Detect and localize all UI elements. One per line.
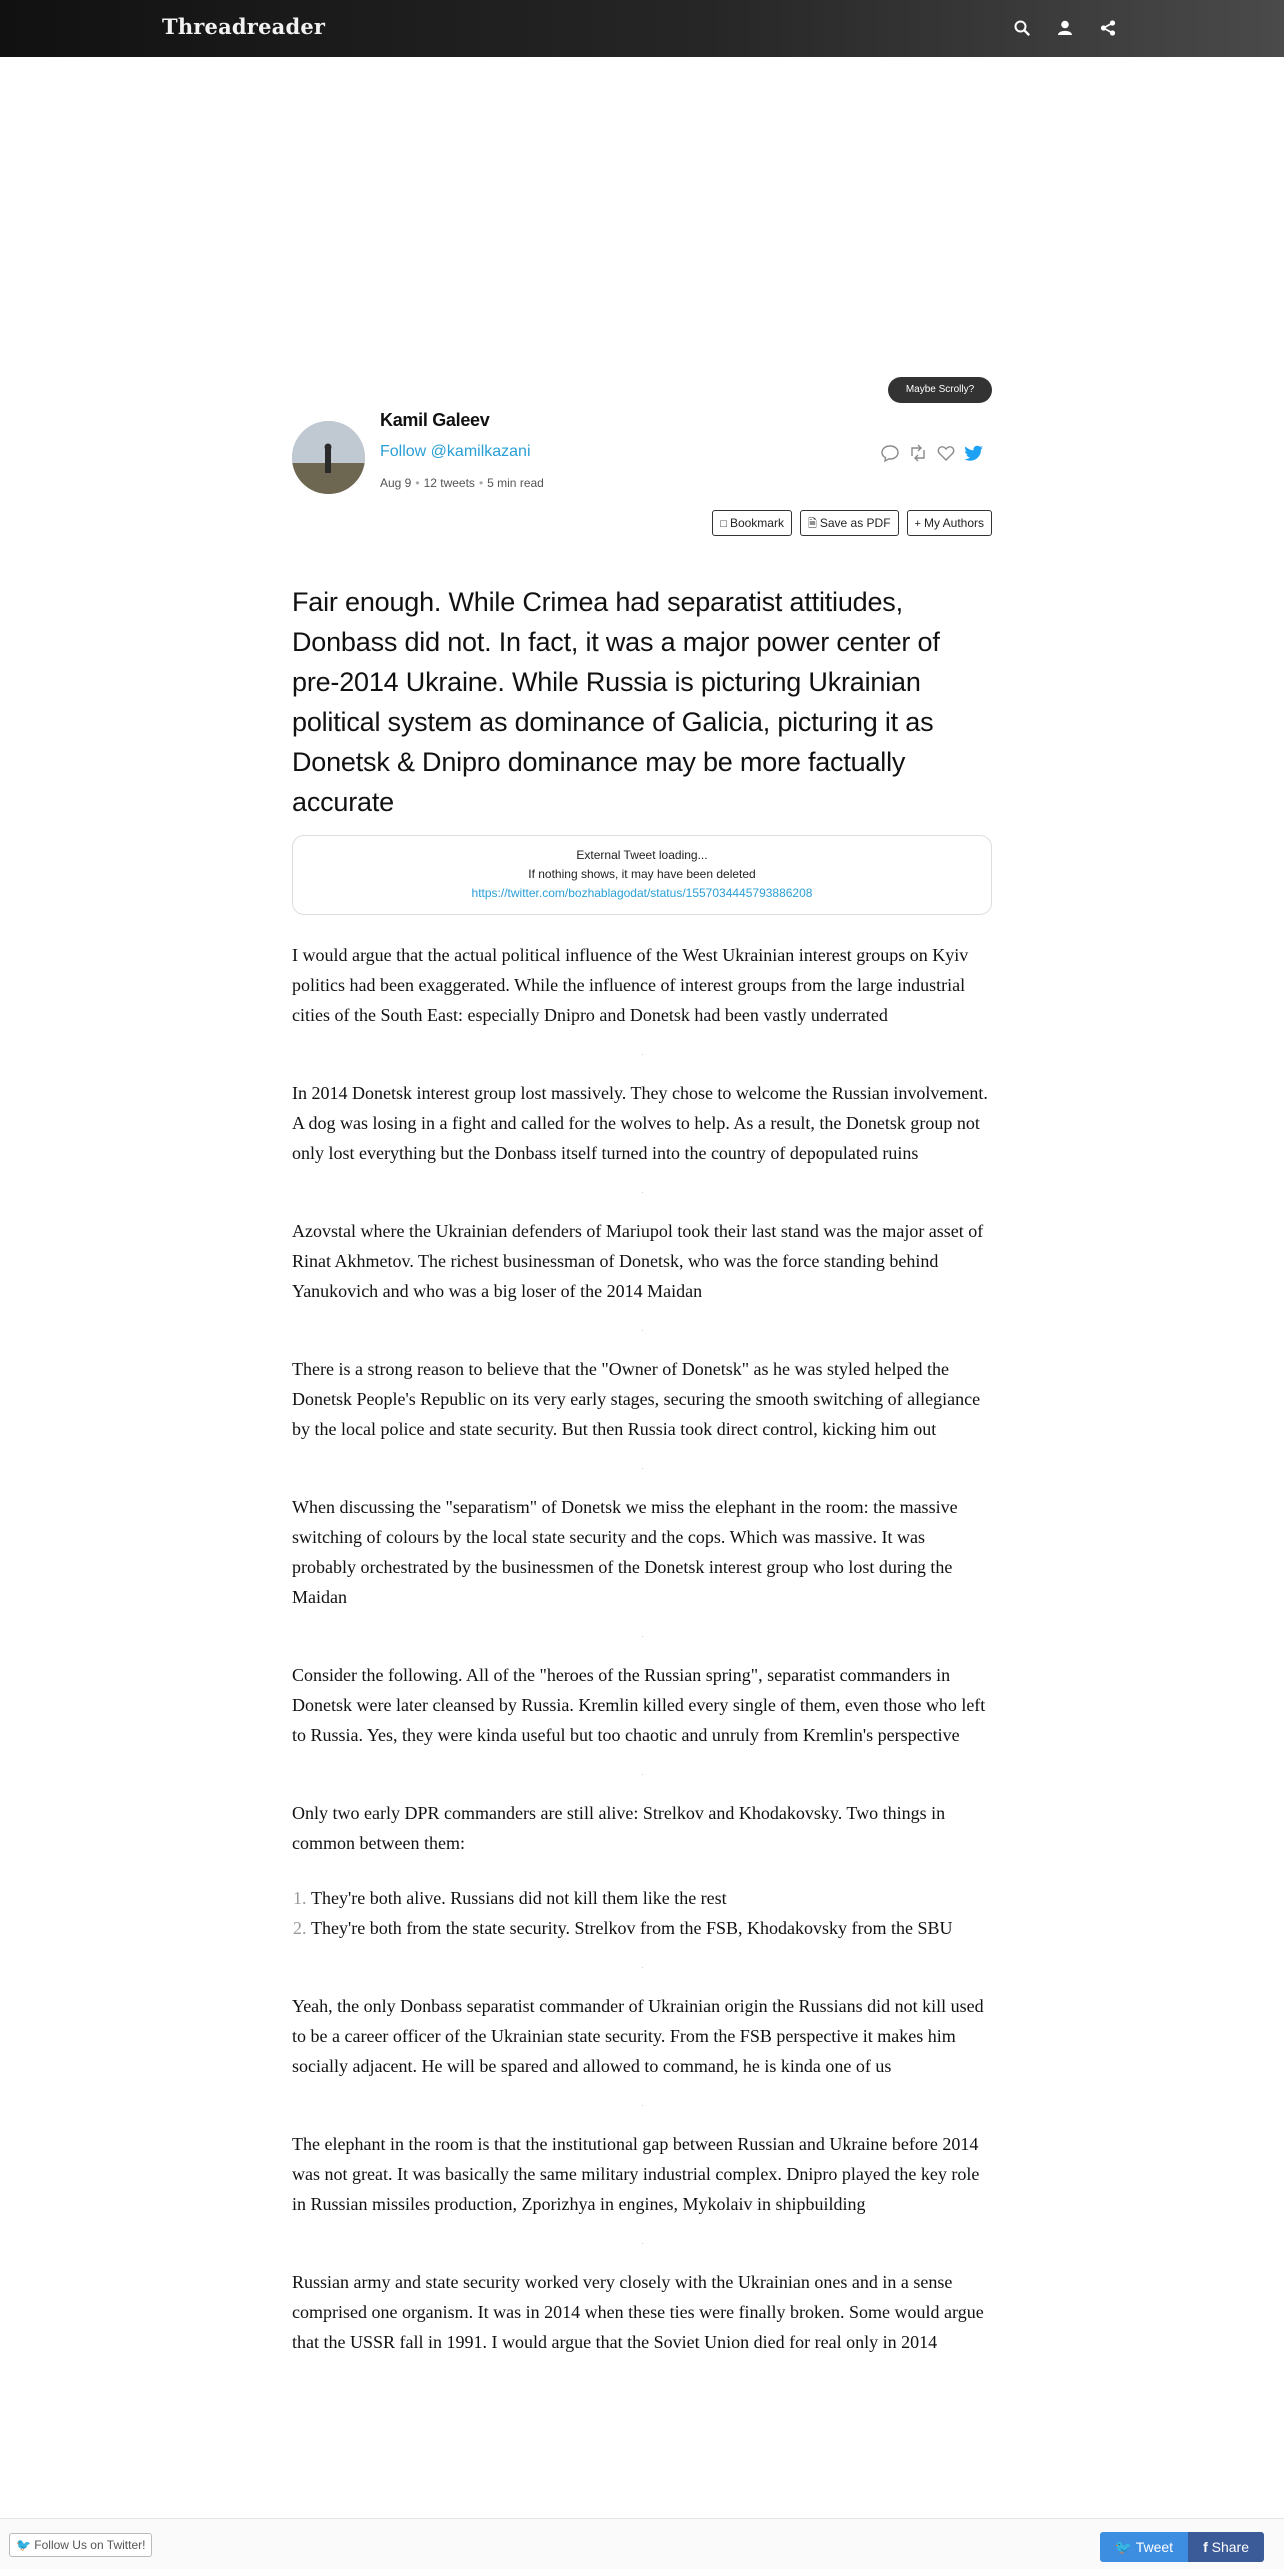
- save-pdf-button[interactable]: 🗎 Save as PDF: [800, 510, 899, 536]
- tweet-separator: [292, 1030, 992, 1078]
- tweet-separator: [292, 1306, 992, 1354]
- share-icon[interactable]: [1099, 19, 1117, 37]
- list-item: 1. They're both alive. Russians did not kill them like the rest: [311, 1883, 992, 1913]
- thread-tweet: There is a strong reason to believe that the "Owner of Donetsk" as he was styled helped the Donetsk People's Republic on its very early stages, securing the smooth switching of allegiance by the local police and state security. But then Russia took direct control, kicking him out: [292, 1359, 981, 1439]
- thread-tweet: In 2014 Donetsk interest group lost massively. They chose to welcome the Russian involvement. A dog was losing in a fight and called for the wolves to help. As a result, the Donetsk group not only lost everything but the Donbass itself turned into the country of depopulated ruins: [292, 1083, 988, 1163]
- thread-lead-tweet: Fair enough. While Crimea had separatist attitiudes, Donbass did not. In fact, it was a major power center of pre-2014 Ukraine. While Russia is picturing Ukrainian political system as dominance of Galicia, picturing it as Donetsk & Dnipro dominance may be more factually accurate: [292, 587, 940, 817]
- avatar[interactable]: [292, 421, 365, 494]
- thread-tweet: Only two early DPR commanders are still alive: Strelkov and Khodakovsky. Two things in common between them:: [292, 1803, 946, 1853]
- thread-tweet: The elephant in the room is that the institutional gap between Russian and Ukraine before 2014 was not great. It was basically the same military industrial complex. Dnipro played the key role in Russian missiles production, Zporizhya in engines, Mykolaiv in shipbuilding: [292, 2134, 980, 2214]
- twitter-icon: 🐦: [1114, 2539, 1133, 2555]
- author-name[interactable]: Kamil Galeev: [380, 410, 490, 430]
- facebook-share-button[interactable]: f Share: [1188, 2532, 1264, 2562]
- thread-date: Aug 9: [380, 476, 412, 490]
- maybe-scrolly-button[interactable]: Maybe Scrolly?: [888, 377, 992, 403]
- thread-list: [292, 1883, 992, 1943]
- thread-toolbar: [712, 510, 992, 536]
- thread-tweet: Azovstal where the Ukrainian defenders of Mariupol took their last stand was the major asset of Rinat Akhmetov. The richest businessman of Donetsk, who was the force standing behind Yanukovich and who was a big loser of the 2014 Maidan: [292, 1221, 984, 1301]
- twitter-bird-icon[interactable]: [964, 443, 984, 463]
- external-tweet-note: If nothing shows, it may have been deleted: [528, 867, 756, 881]
- tweet-separator: [292, 2219, 992, 2267]
- user-icon[interactable]: [1056, 19, 1074, 37]
- follow-author-link[interactable]: Follow @kamilkazani: [380, 443, 531, 460]
- thread-tweet: I would argue that the actual political influence of the West Ukrainian interest groups on Kyiv politics had been exaggerated. While the influence of interest groups from the large industrial cities of the South East: especially Dnipro and Donetsk had been vastly underrated: [292, 945, 969, 1025]
- my-authors-button[interactable]: + My Authors: [907, 510, 992, 536]
- tweet-button[interactable]: 🐦 Tweet: [1100, 2532, 1188, 2562]
- external-tweet-link[interactable]: https://twitter.com/bozhablagodat/status/1557034445793886208: [471, 886, 813, 900]
- thread-tweet: Consider the following. All of the "heroes of the Russian spring", separatist commanders in Donetsk were later cleansed by Russia. Kremlin killed every single of them, even those who left to Russia. Yes, they were kinda useful but too chaotic and unruly from Kremlin's perspective: [292, 1665, 986, 1745]
- tweet-actions: [880, 443, 984, 463]
- thread-tweet: When discussing the "separatism" of Donetsk we miss the elephant in the room: the massive switching of colours by the local state security and the cops. Which was massive. It was probably orchestrated by the businessmen of the Donetsk interest group who lost during the Maidan: [292, 1497, 958, 1607]
- retweet-icon[interactable]: [908, 443, 928, 463]
- tweet-separator: [292, 2081, 992, 2129]
- thread-tweet: Yeah, the only Donbass separatist commander of Ukrainian origin the Russians did not kill used to be a career officer of the Ukrainian state security. From the FSB perspective it makes him socially adjacent. He will be spared and allowed to command, he is kinda one of us: [292, 1996, 984, 2076]
- pdf-icon: 🗎: [807, 518, 817, 530]
- read-time: 5 min read: [487, 476, 544, 490]
- external-tweet-loading: External Tweet loading...: [576, 848, 708, 862]
- facebook-icon: f: [1203, 2539, 1208, 2555]
- reply-icon[interactable]: [880, 443, 900, 463]
- list-item: 2. They're both from the state security. Strelkov from the FSB, Khodakovsky from the SBU: [311, 1913, 992, 1943]
- bookmark-button[interactable]: □ Bookmark: [712, 510, 792, 536]
- follow-us-on-twitter-button[interactable]: 🐦 Follow Us on Twitter!: [9, 2533, 152, 2557]
- bottom-share-bar: [0, 2518, 1284, 2569]
- tweet-separator: [292, 1444, 992, 1492]
- tweet-separator: [292, 1168, 992, 1216]
- like-icon[interactable]: [936, 443, 956, 463]
- twitter-icon: 🐦: [16, 2538, 31, 2552]
- thread-tweet: Russian army and state security worked very closely with the Ukrainian ones and in a sense comprised one organism. It was in 2014 when these ties were finally broken. Some would argue that the USSR fall in 1991. I would argue that the Soviet Union died for real only in 2014: [292, 2272, 984, 2352]
- tweet-separator: [292, 1943, 992, 1991]
- plus-icon: +: [914, 518, 921, 530]
- site-logo[interactable]: Threadreader: [162, 14, 326, 39]
- search-icon[interactable]: [1013, 19, 1031, 37]
- share-buttons: [1100, 2532, 1264, 2562]
- bookmark-icon: □: [720, 518, 727, 530]
- tweet-count: 12 tweets: [423, 476, 475, 490]
- external-tweet-card: [292, 835, 992, 915]
- tweet-separator: [292, 1750, 992, 1798]
- top-navbar: [0, 0, 1284, 57]
- tweet-separator: [292, 1612, 992, 1660]
- thread-content: [292, 582, 992, 2357]
- thread-meta: Aug 9 • 12 tweets • 5 min read: [380, 476, 544, 490]
